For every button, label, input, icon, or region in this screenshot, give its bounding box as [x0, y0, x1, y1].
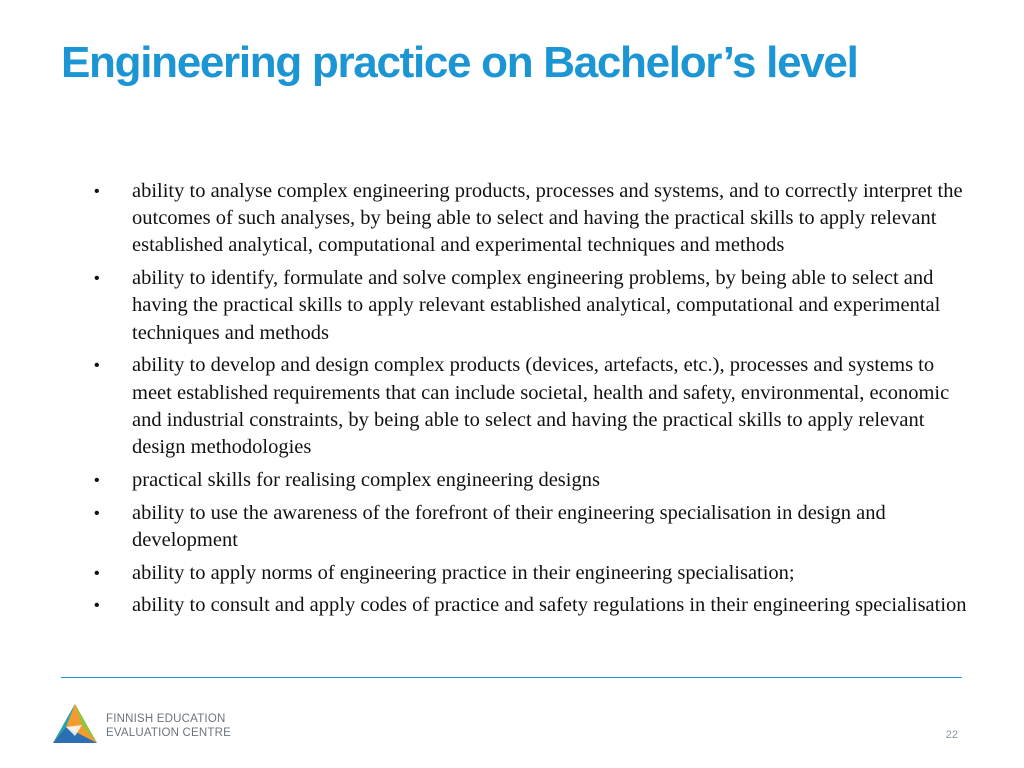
bullet-text: ability to identify, formulate and solve complex engineering problems, by being able to select and having the practical skills to apply relevant established analytical, computational and experimental techniques and methods [132, 267, 941, 344]
footer-divider [61, 677, 962, 678]
bullet-list [88, 178, 968, 625]
bullet-text: ability to use the awareness of the forefront of their engineering specialisation in design and development [132, 501, 886, 551]
bullet-item [88, 265, 968, 347]
triangle-logo-icon [52, 703, 98, 746]
bullet-item [88, 352, 968, 461]
bullet-symbol: • [94, 471, 100, 489]
bullet-text: ability to analyse complex engineering products, processes and systems, and to correctly interpret the outcomes of such analyses, by being able to select and having the practical skills to apply relevant established analytical, computational and experimental techniques and methods [132, 180, 963, 257]
bullet-item [88, 178, 968, 260]
bullet-symbol: • [94, 564, 100, 582]
bullet-symbol: • [94, 504, 100, 522]
bullet-text: practical skills for realising complex engineering designs [132, 468, 600, 491]
bullet-item [88, 500, 968, 554]
bullet-symbol: • [94, 183, 100, 200]
bullet-item [88, 592, 968, 619]
logo-line-1: FINNISH EDUCATION [106, 713, 226, 725]
bullet-text: ability to apply norms of engineering practice in their engineering specialisation; [132, 561, 795, 584]
bullet-text: ability to consult and apply codes of practice and safety regulations in their engineering specialisation [132, 594, 967, 617]
page-number: 22 [945, 729, 958, 741]
bullet-item [88, 467, 968, 494]
bullet-text: ability to develop and design complex products (devices, artefacts, etc.), processes and systems to meet established requirements that can include societal, health and safety, environmental, economic and industrial constraints, by being able to select and having the practical skills to apply relevant design methodologies [132, 354, 950, 459]
bullet-symbol: • [94, 357, 100, 375]
bullet-item [88, 560, 968, 587]
logo-line-2: EVALUATION CENTRE [106, 727, 232, 739]
bullet-symbol: • [94, 270, 100, 288]
logo-wordmark [106, 712, 231, 740]
bullet-symbol: • [94, 597, 100, 615]
slide-title: Engineering practice on Bachelor’s level [61, 38, 858, 87]
